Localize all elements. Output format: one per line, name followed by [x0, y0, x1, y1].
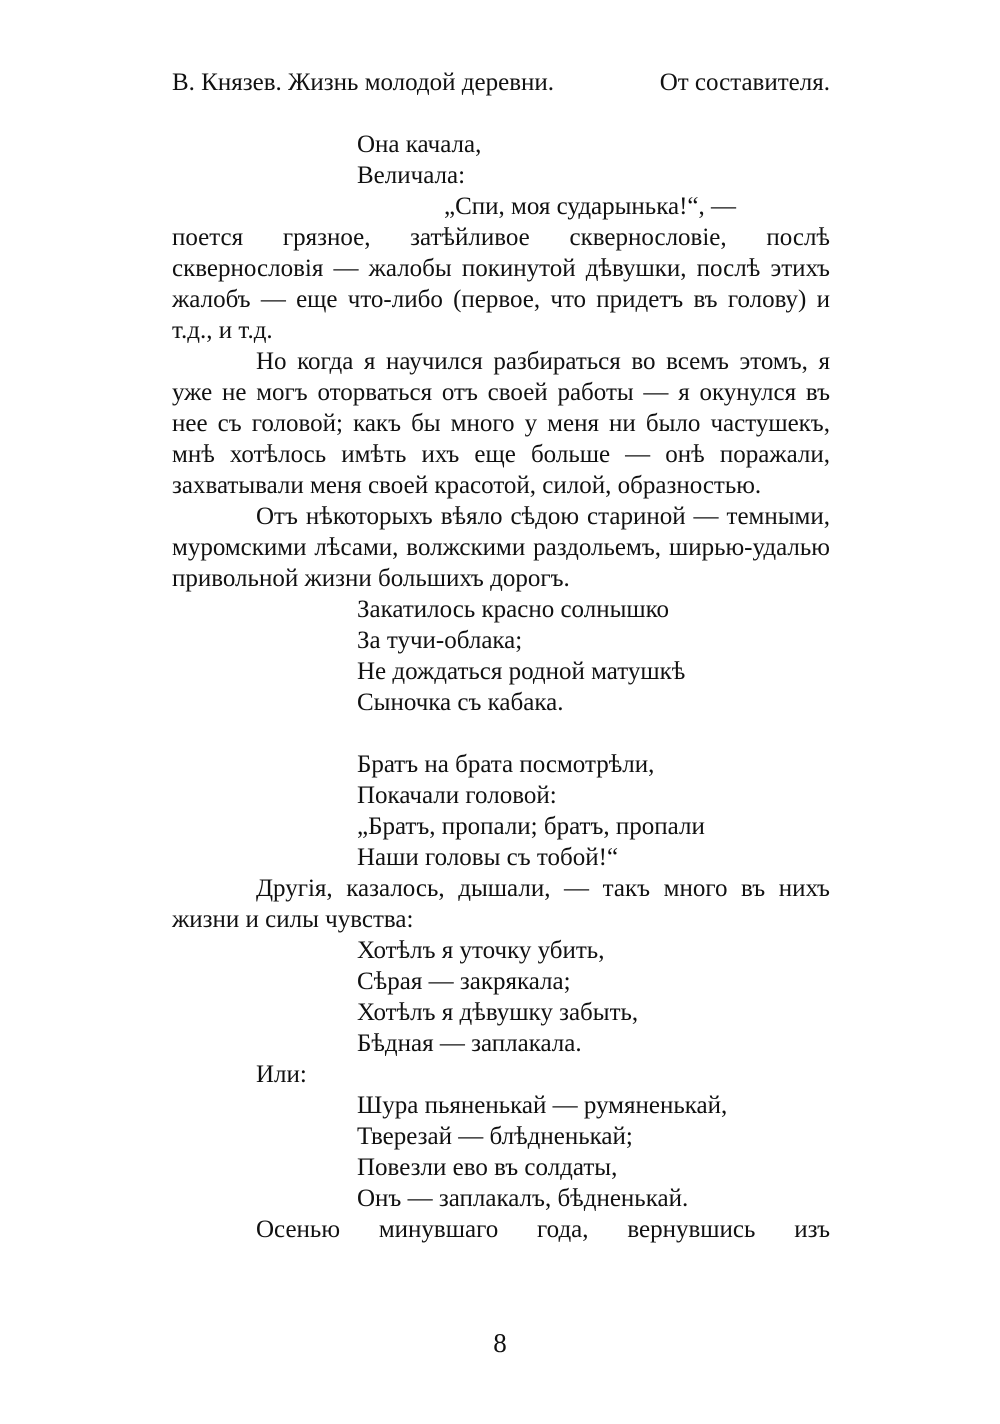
verse-line: Наши головы съ тобой!“: [357, 844, 619, 871]
verse-line: Она качала,: [357, 131, 482, 158]
verse-line: Шура пьяненькай — румяненькай,: [357, 1092, 728, 1119]
verse-line: Не дождаться родной матушкѣ: [357, 658, 686, 685]
page-number: 8: [493, 1328, 507, 1358]
paragraph: Отъ нѣкоторыхъ вѣяло сѣдою стариной — темными, муромскими лѣсами, волжскими раздольемъ, ширью-удалью привольной жизни большихъ дорогъ.: [172, 503, 830, 592]
verse-line: Сыночка съ кабака.: [357, 689, 564, 716]
verse-line: Повезли ево въ солдаты,: [357, 1154, 618, 1181]
verse-line: Братъ на брата посмотрѣли,: [357, 751, 655, 778]
verse-line: За тучи-облака;: [357, 627, 523, 654]
verse-line: Бѣдная — заплакала.: [357, 1030, 582, 1057]
verse-line: Сѣрая — закрякала;: [357, 968, 571, 995]
paragraph: Другія, казалось, дышали, — такъ много въ нихъ жизни и силы чувства:: [172, 875, 830, 933]
verse-line: Хотѣлъ я уточку убить,: [357, 937, 605, 964]
running-header: [172, 66, 830, 100]
verse-line: Тверезай — блѣдненькай;: [357, 1123, 633, 1150]
verse-line: Покачали головой:: [357, 782, 557, 809]
verse-line: Онъ — заплакалъ, бѣдненькай.: [357, 1185, 689, 1212]
body-text: [172, 129, 830, 1245]
paragraph: поется грязное, затѣйливое сквернословіе, послѣ сквернословія — жалобы покинутой дѣвушки, послѣ этихъ жалобъ — еще что-либо (первое, что придетъ въ голову) и т.д., и т.д.: [172, 224, 830, 344]
stanza-break: [172, 718, 830, 749]
header-author-title: В. Князев. Жизнь молодой деревни.: [172, 69, 555, 96]
verse-intro: Или:: [256, 1061, 307, 1088]
verse-line: Закатилось красно солнышко: [357, 596, 669, 623]
verse-line: Величала:: [357, 162, 466, 189]
paragraph: Осенью минувшаго года, вернувшись изъ: [256, 1216, 830, 1243]
verse-line: „Братъ, пропали; братъ, пропали: [357, 813, 705, 840]
verse-line: „Спи, моя сударынька!“, —: [444, 193, 736, 220]
paragraph: Но когда я научился разбираться во всемъ этомъ, я уже не могъ оторваться отъ своей работы — я окунулся въ нее съ головой; какъ бы много у меня ни было частушекъ, мнѣ хотѣлось имѣть ихъ еще больше — онѣ поражали, захватывали меня своей красотой, силой, образностью.: [172, 348, 830, 499]
verse-line: Хотѣлъ я дѣвушку забыть,: [357, 999, 639, 1026]
header-section-title: От составителя.: [659, 69, 830, 96]
